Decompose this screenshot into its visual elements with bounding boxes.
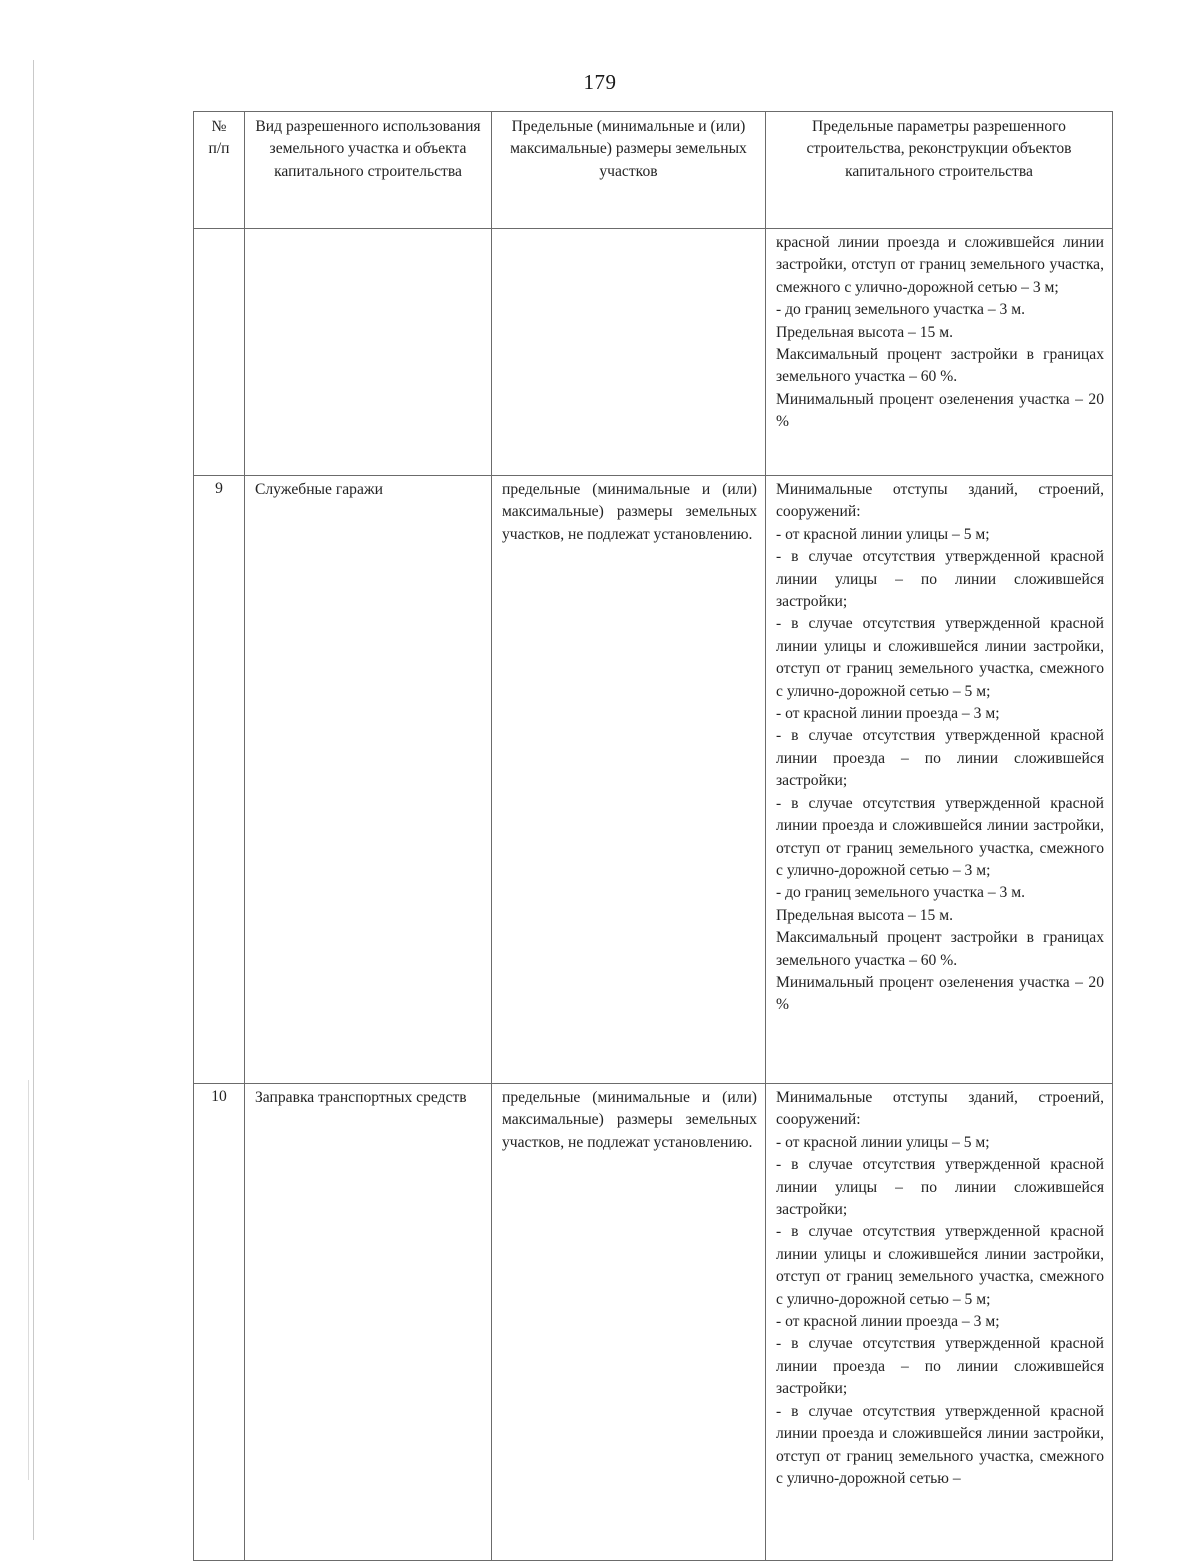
regulations-table (193, 111, 1113, 1561)
row-params (766, 1084, 1113, 1561)
header-plot-sizes: Предельные (минимальные и (или) максимальные) размеры земельных участков (492, 112, 766, 229)
table-header-row (194, 112, 1113, 229)
param-line: Максимальный процент застройки в границах земельного участка – 60 %. (776, 929, 1104, 969)
param-line: Минимальные отступы зданий, строений, сооружений: (776, 481, 1104, 521)
param-line: - в случае отсутствия утвержденной красной линии улицы – по линии сложившейся застройки; (776, 548, 1104, 611)
param-line: красной линии проезда и сложившейся линии застройки, отступ от границ земельного участка, смежного с улично-дорожной сетью – 3 м; (776, 234, 1104, 296)
param-line: Предельная высота – 15 м. (776, 906, 953, 924)
param-line: - в случае отсутствия утвержденной красной линии проезда – по линии сложившейся застройки; (776, 1335, 1104, 1398)
param-line: - в случае отсутствия утвержденной красной линии проезда – по линии сложившейся застройки; (776, 727, 1104, 790)
row-plot-sizes: предельные (минимальные и (или) максимальные) размеры земельных участков, не подлежат установлению. (492, 476, 766, 1084)
param-line: - от красной линии проезда – 3 м; (776, 1313, 1000, 1331)
param-line: - в случае отсутствия утвержденной красной линии проезда и сложившейся линии застройки, отступ от границ земельного участка, смежного с улично-дорожной сетью – 3 м; (776, 794, 1104, 879)
param-line: Минимальный процент озеленения участка – 20 % (776, 390, 1104, 431)
header-build-params: Предельные параметры разрешенного строительства, реконструкции объектов капитального строительства (766, 112, 1113, 229)
row-use-type: Заправка транспортных средств (245, 1084, 492, 1561)
param-line: - от красной линии улицы – 5 м; (776, 1133, 990, 1151)
param-line: - до границ земельного участка – 3 м. (776, 301, 1025, 319)
scan-edge-line (33, 60, 34, 1540)
row-plot-sizes (492, 229, 766, 476)
row-number: 9 (194, 476, 245, 1084)
param-line: Минимальные отступы зданий, строений, сооружений: (776, 1089, 1104, 1129)
row-number (194, 229, 245, 476)
table-row (194, 476, 1113, 1084)
param-line: Предельная высота – 15 м. (776, 323, 953, 341)
row-use-type (245, 229, 492, 476)
param-line: Максимальный процент застройки в границах земельного участка – 60 %. (776, 346, 1104, 386)
header-use-type: Вид разрешенного использования земельного участка и объекта капитального строительства (245, 112, 492, 229)
param-line: Минимальный процент озеленения участка – 20 % (776, 973, 1104, 1014)
table-row (194, 1084, 1113, 1561)
header-number: № п/п (194, 112, 245, 229)
param-line: - от красной линии проезда – 3 м; (776, 705, 1000, 723)
row-use-type: Служебные гаражи (245, 476, 492, 1084)
param-line: - в случае отсутствия утвержденной красной линии проезда и сложившейся линии застройки, отступ от границ земельного участка, смежного с улично-дорожной сетью – (776, 1402, 1104, 1487)
param-line: - от красной линии улицы – 5 м; (776, 525, 990, 543)
scan-edge-line (28, 1080, 29, 1480)
row-params (766, 476, 1113, 1084)
row-params (766, 229, 1113, 476)
param-line: - в случае отсутствия утвержденной красной линии улицы и сложившейся линии застройки, отступ от границ земельного участка, смежного с улично-дорожной сетью – 5 м; (776, 1223, 1104, 1308)
page-number: 179 (583, 70, 617, 94)
table-row (194, 229, 1113, 476)
row-plot-sizes: предельные (минимальные и (или) максимальные) размеры земельных участков, не подлежат установлению. (492, 1084, 766, 1561)
param-line: - в случае отсутствия утвержденной красной линии улицы и сложившейся линии застройки, отступ от границ земельного участка, смежного с улично-дорожной сетью – 5 м; (776, 615, 1104, 700)
param-line: - в случае отсутствия утвержденной красной линии улицы – по линии сложившейся застройки; (776, 1156, 1104, 1219)
param-line: - до границ земельного участка – 3 м. (776, 884, 1025, 902)
row-number: 10 (194, 1084, 245, 1561)
